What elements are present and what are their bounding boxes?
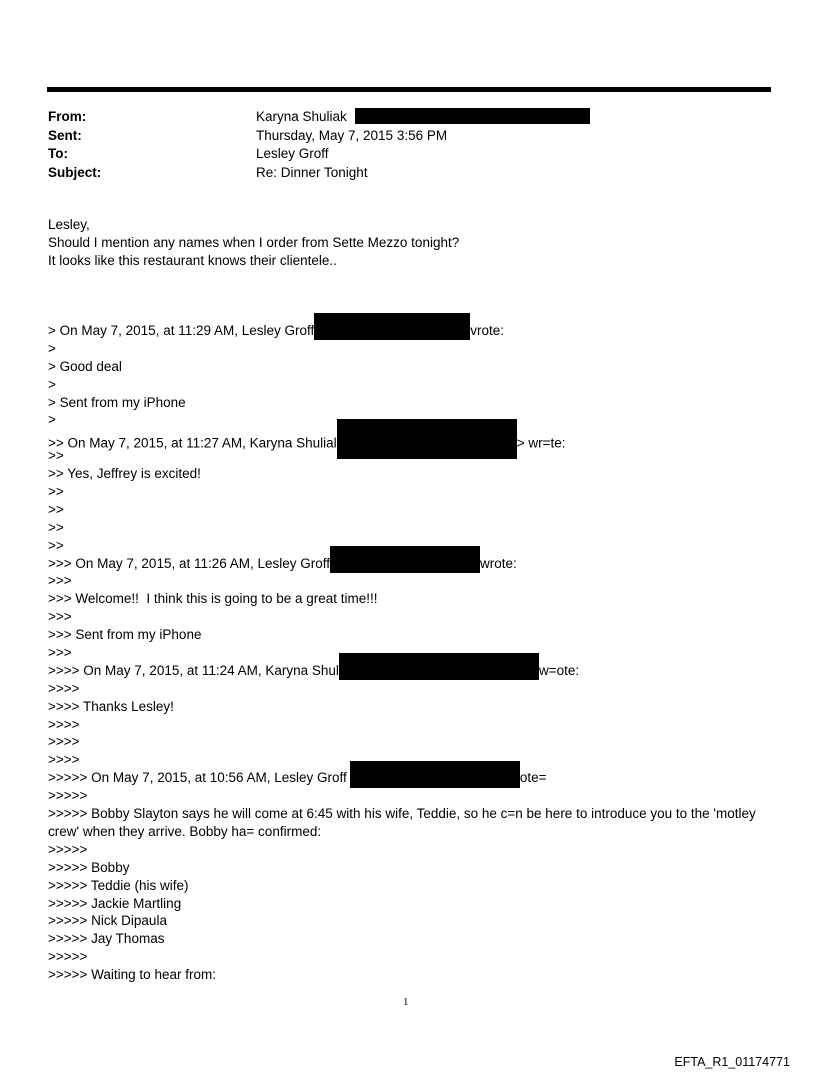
- quote-line: >>>: [48, 645, 72, 661]
- quote-line: >>: [48, 519, 64, 535]
- quote-header-line: >>>>> On May 7, 2015, at 10:56 AM, Lesley Groff ote=: [48, 769, 768, 787]
- quote-line: >>>>: [48, 734, 80, 750]
- quote-line: >: [48, 340, 56, 356]
- quote-line: >>> Sent from my iPhone: [48, 627, 202, 643]
- to-label: To:: [48, 146, 68, 161]
- quote-line: >: [48, 376, 56, 392]
- quote-line: >>>>> Teddie (his wife): [48, 877, 189, 893]
- quote-line: >>>: [48, 609, 72, 625]
- quote-header-line: >>>> On May 7, 2015, at 11:24 AM, Karyna Shul w=ote:: [48, 662, 768, 680]
- quote-line: >>: [48, 484, 64, 500]
- document-id: EFTA_R1_01174771: [674, 1055, 790, 1069]
- quote-header-line: >>> On May 7, 2015, at 11:26 AM, Lesley Groff wrote:: [48, 555, 768, 573]
- quote-line: >>: [48, 448, 64, 464]
- from-label: From:: [48, 109, 87, 124]
- quote-line: >>>> Thanks Lesley!: [48, 698, 174, 714]
- from-value: Karyna Shuliak: [256, 109, 347, 124]
- page-number: 1: [403, 996, 409, 1008]
- quote-line: >>>>> Nick Dipaula: [48, 913, 167, 929]
- quote-line: >>: [48, 501, 64, 517]
- quote-line: >>>>> Jay Thomas: [48, 931, 165, 947]
- quote-line: >: [48, 412, 56, 428]
- quote-line: >>>>>: [48, 788, 88, 804]
- quote-line: >>>>: [48, 680, 80, 696]
- quote-line: > Good deal: [48, 358, 122, 374]
- quote-line: > Sent from my iPhone: [48, 394, 186, 410]
- redaction-box: [314, 313, 470, 340]
- quote-line: >>>: [48, 573, 72, 589]
- from-value-row: [256, 108, 676, 127]
- quote-header-line: >> On May 7, 2015, at 11:27 AM, Karyna Shulial > wr=te:: [48, 429, 768, 447]
- sent-value: Thursday, May 7, 2015 3:56 PM: [256, 127, 448, 143]
- quote-line: >>>>> Bobby: [48, 859, 130, 875]
- message-body: [48, 216, 768, 270]
- quoted-thread: [48, 322, 768, 984]
- quote-line: >> Yes, Jeffrey is excited!: [48, 466, 201, 482]
- sent-label: Sent:: [48, 127, 82, 143]
- quote-line: >>>>>: [48, 841, 88, 857]
- body-line: Should I mention any names when I order from Sette Mezzo tonight?: [48, 235, 460, 250]
- quote-line: >>>>> Waiting to hear from:: [48, 967, 216, 983]
- body-line: Lesley,: [48, 217, 90, 232]
- body-line: It looks like this restaurant knows their clientele..: [48, 253, 337, 268]
- redaction-box: [350, 761, 520, 788]
- quote-line: >>>>> Bobby Slayton says he will come at 6:45 with his wife, Teddie, so he c=n be here to introduce you to the 'motley crew' when they arrive. Bobby ha= confirmed:: [48, 806, 756, 839]
- quote-line: >>: [48, 537, 64, 553]
- redaction-box: [330, 546, 480, 573]
- quote-line: >>>>> Jackie Martling: [48, 895, 182, 911]
- header-rule: [47, 87, 771, 92]
- quote-line: >>>>>: [48, 949, 88, 965]
- quote-line: >>>>: [48, 716, 80, 732]
- to-value: Lesley Groff: [256, 146, 329, 161]
- quote-header-line: > On May 7, 2015, at 11:29 AM, Lesley Groff vrote:: [48, 322, 768, 340]
- subject-value: Re: Dinner Tonight: [256, 164, 368, 180]
- subject-label: Subject:: [48, 164, 102, 180]
- quote-line: >>>>: [48, 752, 80, 768]
- redaction-box: [355, 108, 590, 124]
- redaction-box: [339, 653, 539, 680]
- email-header: [48, 108, 676, 182]
- quote-line: >>> Welcome!! I think this is going to be a great time!!!: [48, 591, 378, 607]
